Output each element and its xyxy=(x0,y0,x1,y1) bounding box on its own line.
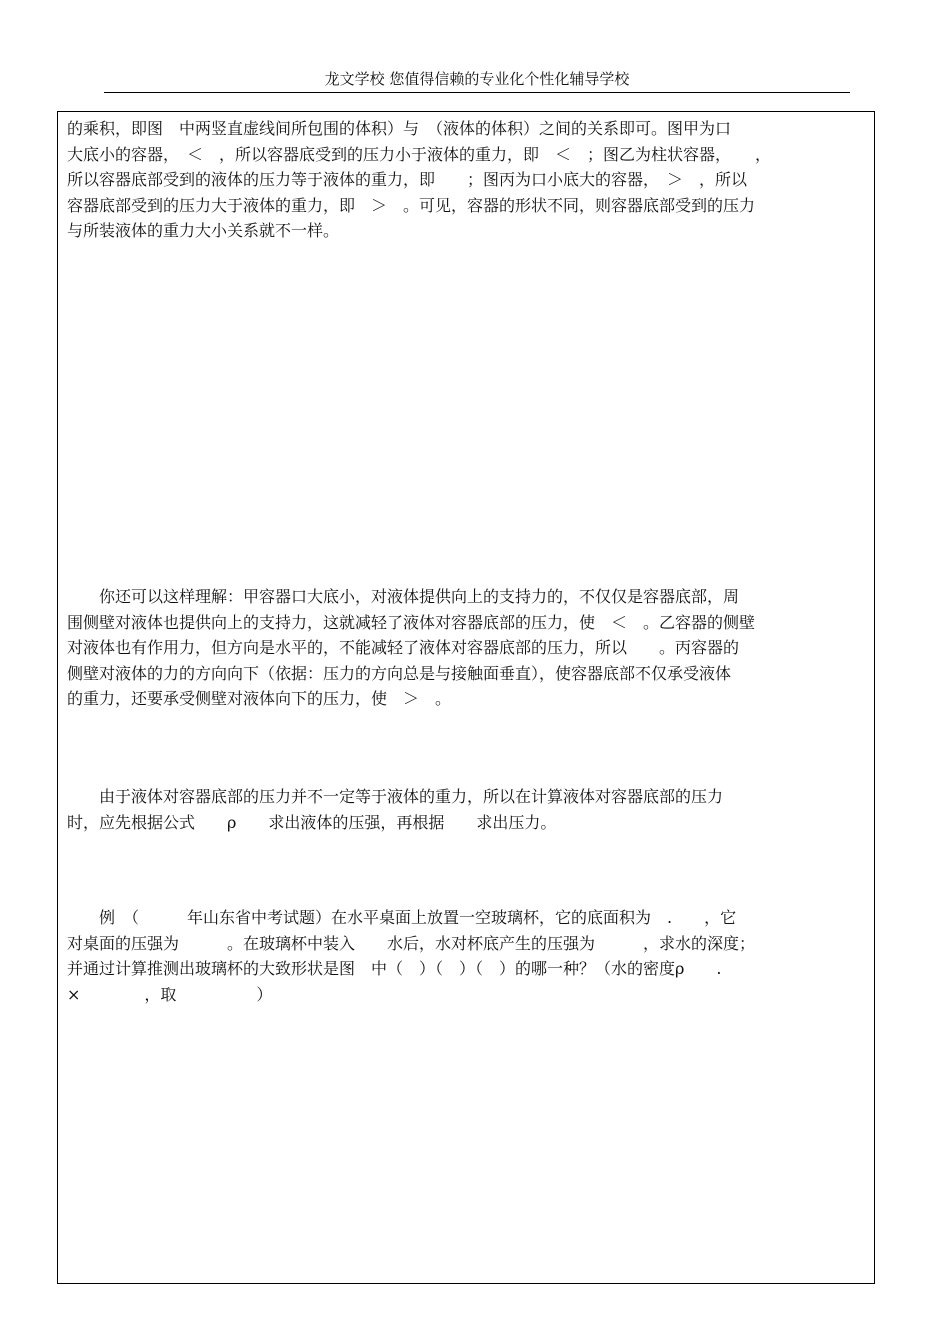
paragraph-calculation-method xyxy=(67,784,867,835)
paragraph-pressure-container-shape xyxy=(67,116,867,244)
text-line: 对桌面的压强为 。在玻璃杯中装入 水后，水对杯底产生的压强为 ，求水的深度； xyxy=(67,933,756,953)
text-line: 由于液体对容器底部的压力并不一定等于液体的重力，所以在计算液体对容器底部的压力 xyxy=(99,787,724,806)
text-line: 与所装液体的重力大小关系就不一样。 xyxy=(67,221,340,240)
text-line: 的重力，还要承受侧壁对液体向下的压力，使 ＞ 。 xyxy=(67,689,452,708)
header-title: 龙文学校 您值得信赖的专业化个性化辅导学校 xyxy=(324,70,630,88)
text-line: 的乘积，即图 中两竖直虚线间所包围的体积）与 （液体的体积）之间的关系即可。图甲为口 xyxy=(67,119,732,138)
text-line: 容器底部受到的压力大于液体的重力，即 ＞ 。可见，容器的形状不同，则容器底部受到的压力 xyxy=(67,195,756,215)
text-line: 大底小的容器， ＜ ，所以容器底受到的压力小于液体的重力，即 ＜ ；图乙为柱状容器， ， xyxy=(67,144,772,164)
text-line: 所以容器底部受到的液体的压力等于液体的重力，即 ；图丙为口小底大的容器， ＞ ，所以 xyxy=(67,170,748,189)
text-line: 例 （ 年山东省中考试题）在水平桌面上放置一空玻璃杯，它的底面积为 . ，它 xyxy=(99,908,737,927)
text-line: 侧壁对液体的力的方向向下（依据：压力的方向总是与接触面垂直），使容器底部不仅承受液体 xyxy=(67,663,732,683)
text-line: × ，取 ） xyxy=(67,984,273,1004)
text-line: 并通过计算推测出玻璃杯的大致形状是图 中（ ）（ ）（ ）的哪一种？（水的密度ρ . xyxy=(67,959,722,978)
text-line: 对液体也有作用力，但方向是水平的，不能减轻了液体对容器底部的压力，所以 。丙容器的 xyxy=(67,638,740,657)
paragraph-alternative-understanding xyxy=(67,584,867,712)
paragraph-example-problem xyxy=(67,905,867,1007)
text-line: 围侧壁对液体也提供向上的支持力，这就减轻了液体对容器底部的压力，使 ＜ 。乙容器的侧壁 xyxy=(67,612,756,632)
text-line: 你还可以这样理解：甲容器口大底小，对液体提供向上的支持力的，不仅仅是容器底部，周 xyxy=(99,587,740,606)
text-line: 时，应先根据公式 ρ 求出液体的压强，再根据 求出压力。 xyxy=(67,812,557,832)
page-header xyxy=(104,68,850,93)
